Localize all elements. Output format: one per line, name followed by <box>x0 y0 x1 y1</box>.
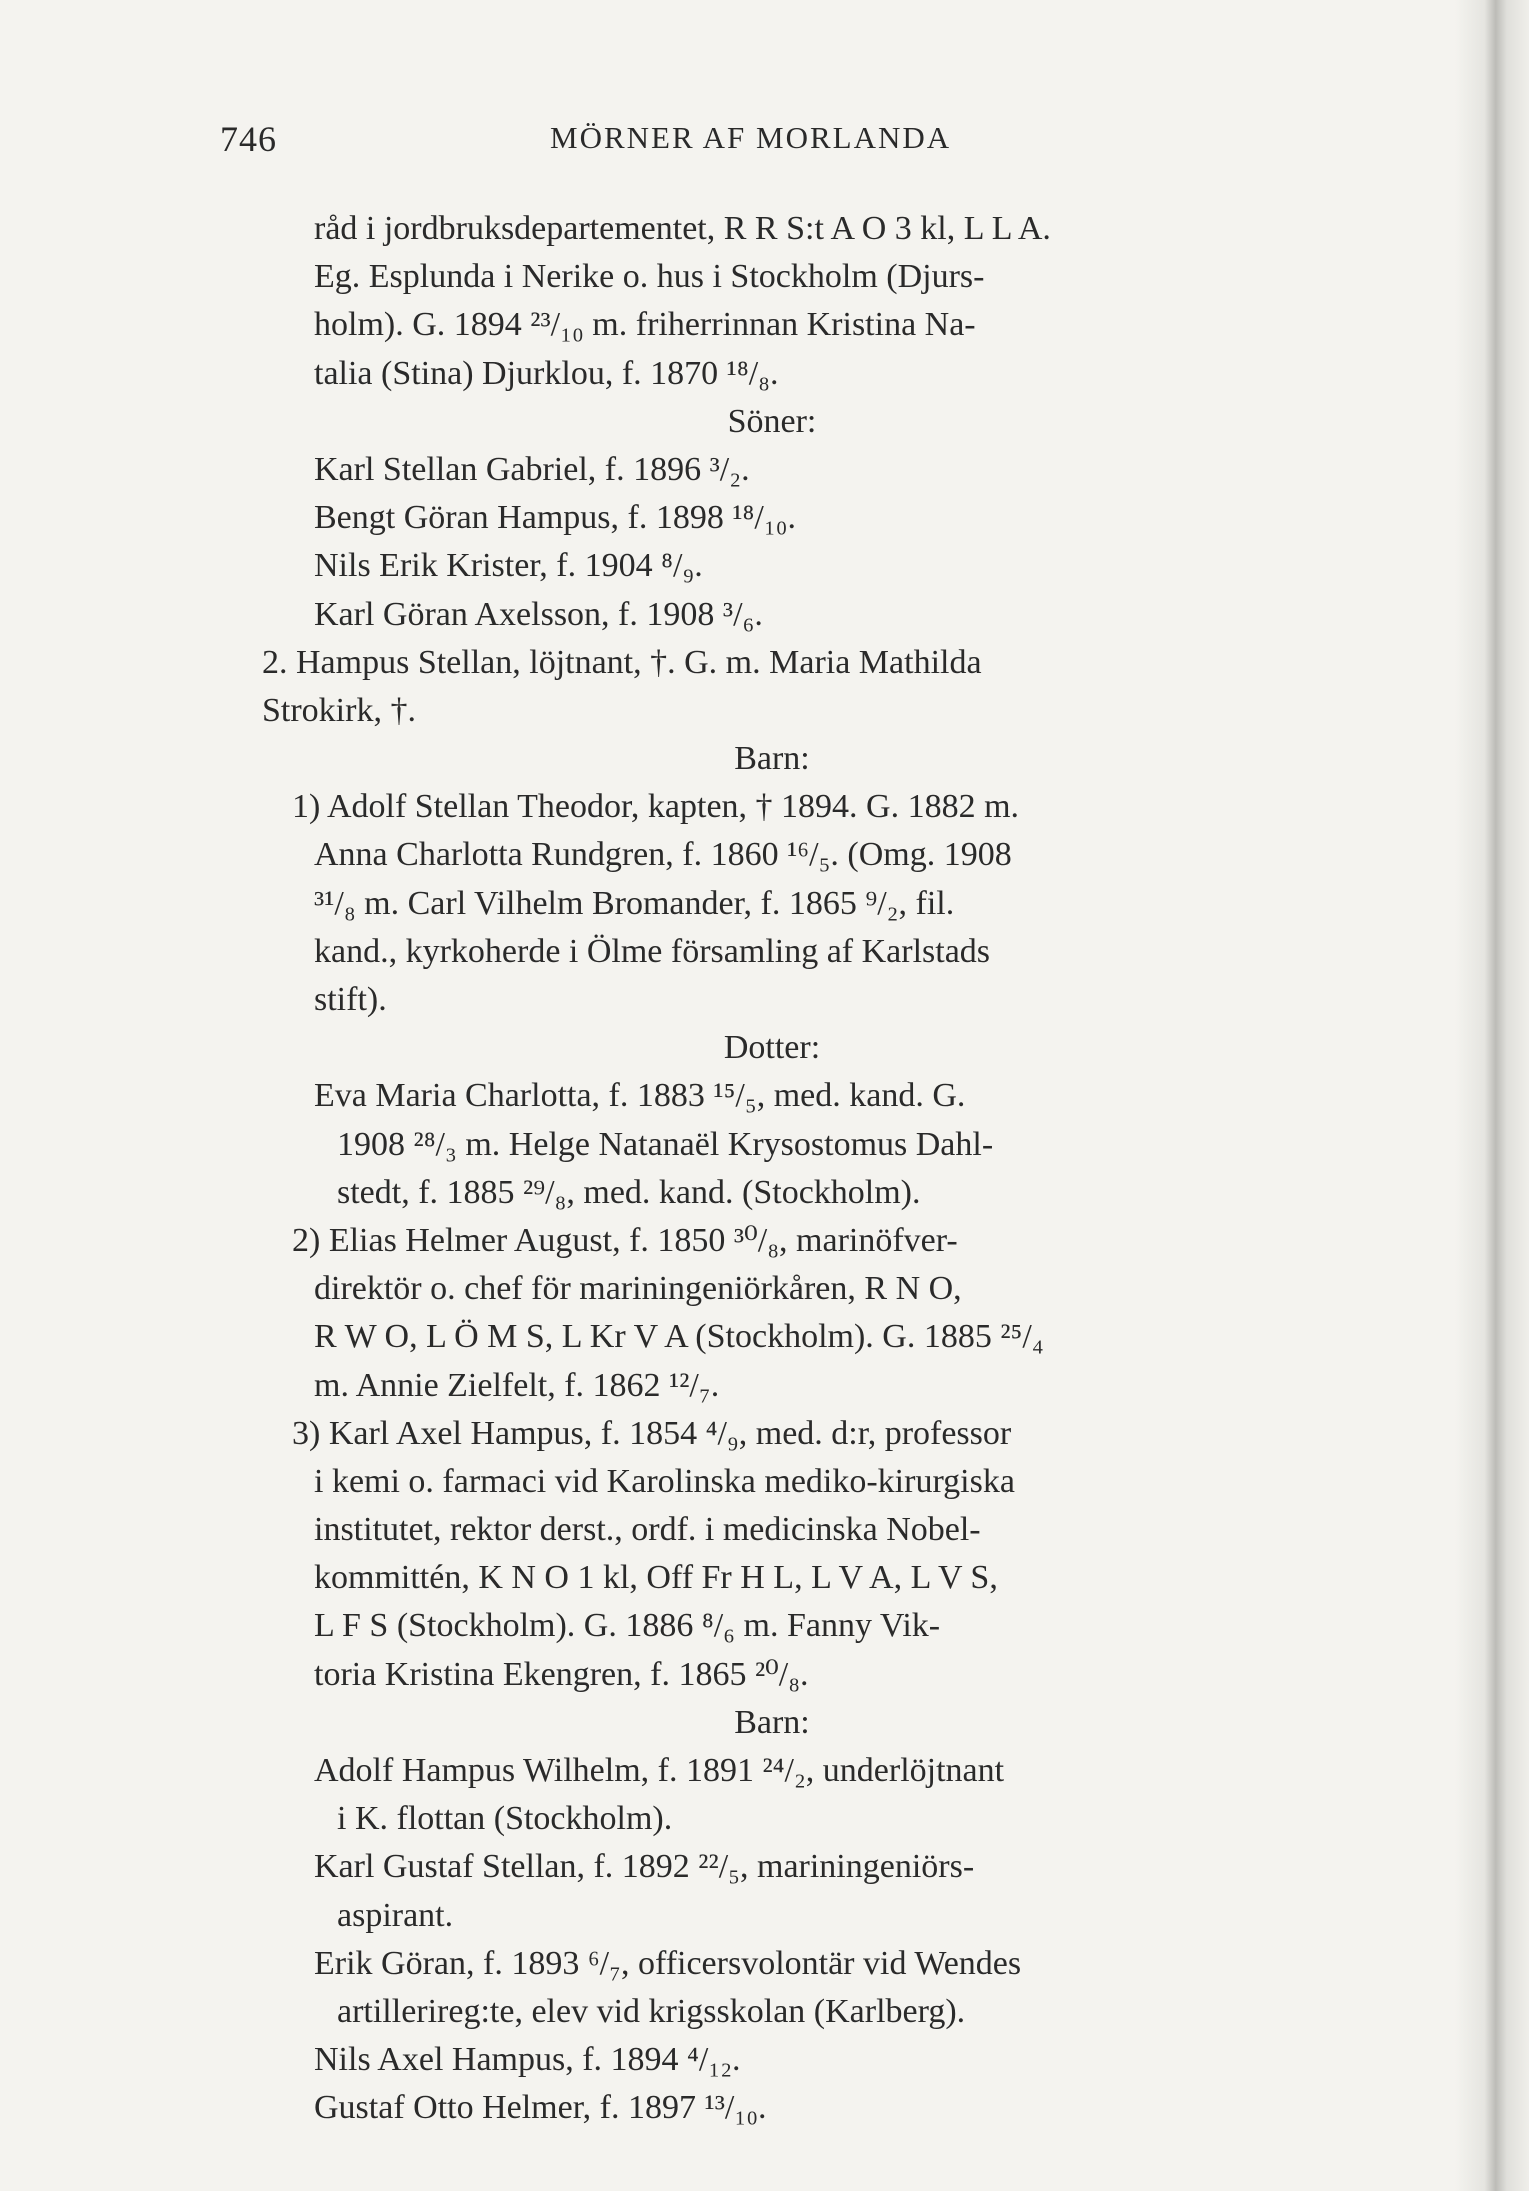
text-line: 2. Hampus Stellan, löjtnant, †. G. m. Maria Mathilda <box>262 643 982 681</box>
text-line: i K. flottan (Stockholm). <box>337 1800 673 1838</box>
text-line: R W O, L Ö M S, L Kr V A (Stockholm). G. 1885 ²⁵/₄ <box>314 1318 1044 1356</box>
text-line: direktör o. chef för mariningeniörkåren, R N O, <box>314 1270 962 1308</box>
text-line: ³¹/₈ m. Carl Vilhelm Bromander, f. 1865 ⁹/₂, fil. <box>314 884 955 922</box>
text-line: 1908 ²⁸/₃ m. Helge Natanaël Krysostomus Dahl- <box>337 1125 994 1163</box>
text-line: Karl Göran Axelsson, f. 1908 ³/₆. <box>314 595 763 633</box>
running-title: MÖRNER AF MORLANDA <box>550 120 952 155</box>
text-line: aspirant. <box>337 1896 454 1934</box>
text-line: Dotter: <box>723 1029 821 1067</box>
text-line: 2) Elias Helmer August, f. 1850 ³⁰/₈, marinöfver- <box>292 1221 958 1259</box>
genealogy-text <box>262 205 1342 2133</box>
text-line: Eg. Esplunda i Nerike o. hus i Stockholm (Djurs- <box>314 258 985 296</box>
text-line: Bengt Göran Hampus, f. 1898 ¹⁸/₁₀. <box>314 499 797 537</box>
text-line: stedt, f. 1885 ²⁹/₈, med. kand. (Stockholm). <box>337 1173 921 1211</box>
text-line: toria Kristina Ekengren, f. 1865 ²⁰/₈. <box>314 1655 809 1693</box>
text-line: kand., kyrkoherde i Ölme församling af Karlstads <box>314 932 991 970</box>
text-line: Nils Erik Krister, f. 1904 ⁸/₉. <box>314 547 703 585</box>
text-line: Barn: <box>734 740 810 778</box>
text-line: holm). G. 1894 ²³/₁₀ m. friherrinnan Kristina Na- <box>314 306 976 344</box>
text-line: institutet, rektor derst., ordf. i medicinska Nobel- <box>314 1511 981 1549</box>
page-edge-shadow <box>1455 0 1529 2191</box>
text-line: talia (Stina) Djurklou, f. 1870 ¹⁸/₈. <box>314 354 779 392</box>
text-line: Karl Gustaf Stellan, f. 1892 ²²/₅, mariningeniörs- <box>314 1848 975 1886</box>
text-line: artillerireg:te, elev vid krigsskolan (Karlberg). <box>337 1992 966 2030</box>
text-line: Anna Charlotta Rundgren, f. 1860 ¹⁶/₅. (Omg. 1908 <box>314 836 1012 874</box>
text-line: Adolf Hampus Wilhelm, f. 1891 ²⁴/₂, underlöjtnant <box>314 1752 1005 1789</box>
text-line: Erik Göran, f. 1893 ⁶/₇, officersvolontär vid Wendes <box>314 1944 1022 1982</box>
text-line: stift). <box>314 981 387 1018</box>
text-line: 1) Adolf Stellan Theodor, kapten, † 1894. G. 1882 m. <box>292 788 1020 826</box>
text-line: kommittén, K N O 1 kl, Off Fr H L, L V A, L V S, <box>314 1559 998 1597</box>
text-line: Strokirk, †. <box>262 691 416 729</box>
text-line: Eva Maria Charlotta, f. 1883 ¹⁵/₅, med. kand. G. <box>314 1077 966 1115</box>
text-line: Karl Stellan Gabriel, f. 1896 ³/₂. <box>314 450 750 488</box>
text-line: i kemi o. farmaci vid Karolinska mediko-kirurgiska <box>314 1462 1015 1500</box>
running-header <box>220 118 1330 162</box>
text-line: L F S (Stockholm). G. 1886 ⁸/₆ m. Fanny Vik- <box>314 1607 941 1645</box>
text-line: Barn: <box>734 1703 810 1741</box>
page-number: 746 <box>220 119 277 159</box>
text-line: Nils Axel Hampus, f. 1894 ⁴/₁₂. <box>314 2041 741 2079</box>
text-line: råd i jordbruksdepartementet, R R S:t A O 3 kl, L L A. <box>314 210 1051 247</box>
text-line: Söner: <box>727 402 817 440</box>
text-line: m. Annie Zielfelt, f. 1862 ¹²/₇. <box>314 1366 720 1404</box>
text-line: 3) Karl Axel Hampus, f. 1854 ⁴/₉, med. d:r, professor <box>292 1414 1012 1452</box>
text-line: Gustaf Otto Helmer, f. 1897 ¹³/₁₀. <box>314 2089 767 2127</box>
